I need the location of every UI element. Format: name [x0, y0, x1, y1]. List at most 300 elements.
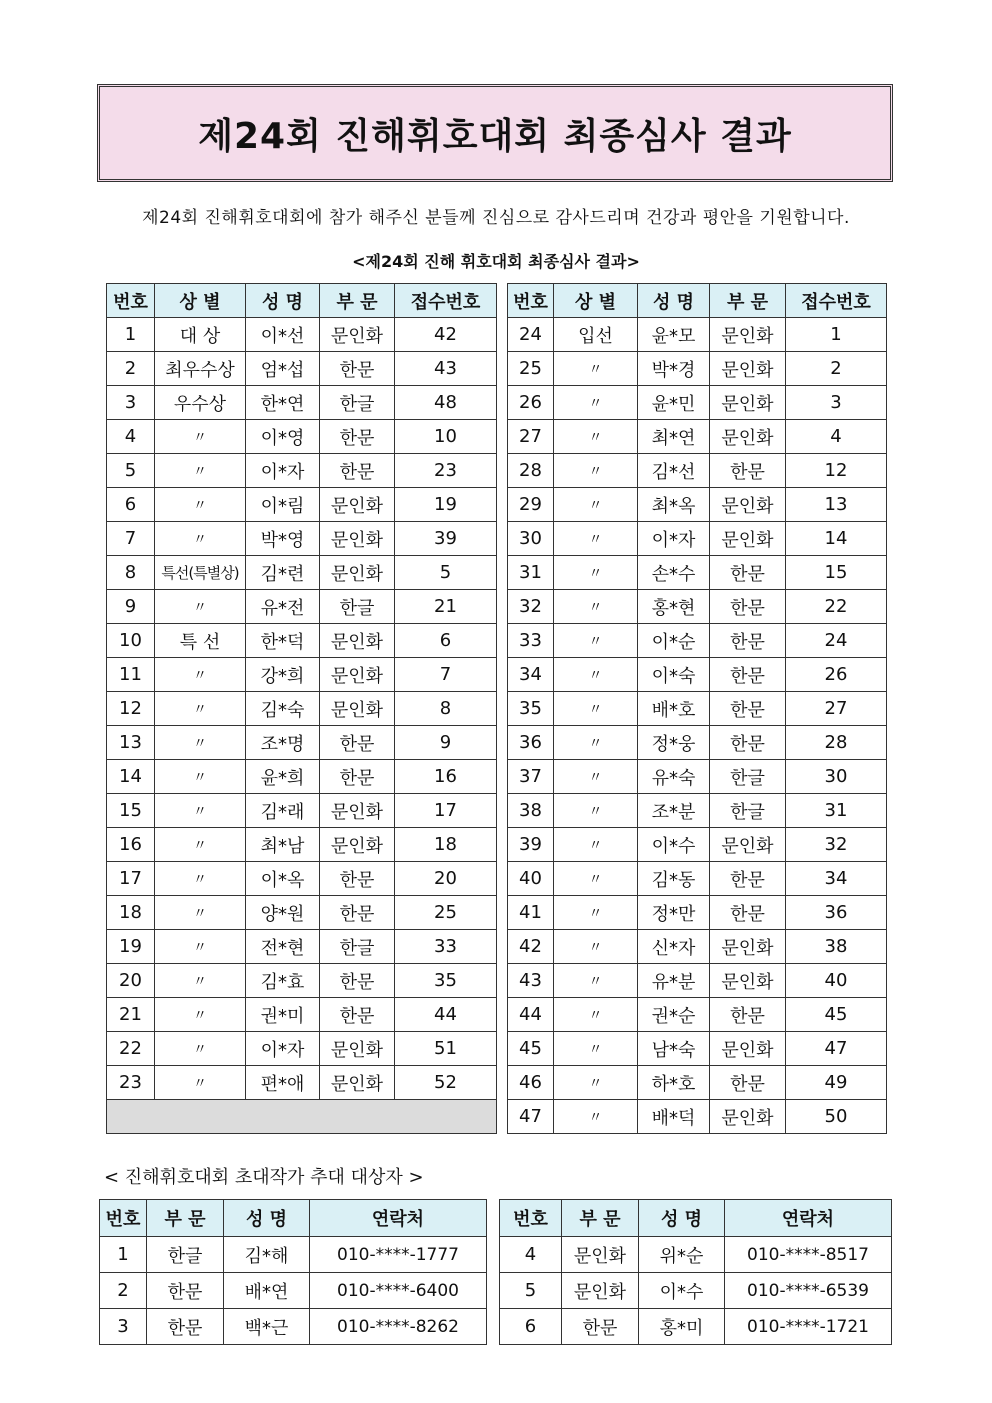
award-cell: 〃	[155, 726, 246, 760]
receipt-number-cell: 23	[395, 454, 497, 488]
table-row	[508, 352, 887, 386]
category-cell: 한글	[320, 386, 395, 420]
name-cell: 남*숙	[638, 1032, 710, 1066]
contact-cell: 010-****-8262	[310, 1309, 487, 1345]
award-cell: 〃	[155, 522, 246, 556]
number-cell: 41	[508, 896, 554, 930]
category-cell: 한문	[710, 1066, 786, 1100]
award-cell: 최우수상	[155, 352, 246, 386]
category-cell: 한문	[320, 998, 395, 1032]
award-cell: 〃	[554, 726, 638, 760]
category-cell: 한문	[562, 1309, 639, 1345]
award-cell: 〃	[554, 760, 638, 794]
category-cell: 문인화	[710, 1032, 786, 1066]
award-cell: 〃	[554, 658, 638, 692]
number-cell: 12	[107, 692, 155, 726]
table-row	[107, 998, 497, 1032]
award-cell: 〃	[155, 692, 246, 726]
number-cell: 4	[500, 1237, 562, 1273]
header-category: 부 문	[320, 284, 395, 318]
title-box	[97, 84, 893, 182]
award-cell: 〃	[554, 352, 638, 386]
number-cell: 21	[107, 998, 155, 1032]
header-name: 성 명	[639, 1200, 725, 1237]
category-cell: 한글	[320, 930, 395, 964]
number-cell: 45	[508, 1032, 554, 1066]
receipt-number-cell: 18	[395, 828, 497, 862]
award-cell: 〃	[554, 964, 638, 998]
receipt-number-cell: 51	[395, 1032, 497, 1066]
category-cell: 한문	[710, 726, 786, 760]
receipt-number-cell: 47	[786, 1032, 887, 1066]
receipt-number-cell: 48	[395, 386, 497, 420]
table-row	[107, 1032, 497, 1066]
award-cell: 〃	[554, 1032, 638, 1066]
number-cell: 46	[508, 1066, 554, 1100]
results-table-right	[507, 283, 887, 1134]
name-cell: 배*연	[224, 1273, 310, 1309]
number-cell: 2	[107, 352, 155, 386]
category-cell: 한글	[147, 1237, 224, 1273]
number-cell: 9	[107, 590, 155, 624]
receipt-number-cell: 45	[786, 998, 887, 1032]
award-cell: 입선	[554, 318, 638, 352]
table-row	[107, 862, 497, 896]
name-cell: 유*분	[638, 964, 710, 998]
receipt-number-cell: 5	[395, 556, 497, 590]
category-cell: 한문	[710, 692, 786, 726]
award-cell: 〃	[155, 828, 246, 862]
receipt-number-cell: 1	[786, 318, 887, 352]
award-cell: 〃	[554, 522, 638, 556]
table-row	[508, 692, 887, 726]
header-number: 번호	[500, 1200, 562, 1237]
number-cell: 3	[100, 1309, 147, 1345]
number-cell: 35	[508, 692, 554, 726]
category-cell: 한문	[147, 1309, 224, 1345]
award-cell: 〃	[554, 420, 638, 454]
contact-cell: 010-****-6539	[725, 1273, 892, 1309]
name-cell: 이*옥	[246, 862, 320, 896]
table-row	[107, 386, 497, 420]
invited-table-left	[99, 1199, 487, 1345]
number-cell: 28	[508, 454, 554, 488]
name-cell: 권*순	[638, 998, 710, 1032]
award-cell: 〃	[155, 862, 246, 896]
number-cell: 20	[107, 964, 155, 998]
category-cell: 문인화	[710, 828, 786, 862]
table-row	[508, 1032, 887, 1066]
contact-cell: 010-****-8517	[725, 1237, 892, 1273]
award-cell: 대 상	[155, 318, 246, 352]
award-cell: 〃	[155, 454, 246, 488]
table-row	[107, 352, 497, 386]
name-cell: 이*선	[246, 318, 320, 352]
table-row	[508, 386, 887, 420]
category-cell: 문인화	[562, 1237, 639, 1273]
name-cell: 홍*현	[638, 590, 710, 624]
number-cell: 5	[107, 454, 155, 488]
table-row	[508, 590, 887, 624]
table-row	[508, 760, 887, 794]
category-cell: 한문	[320, 964, 395, 998]
number-cell: 11	[107, 658, 155, 692]
header-receipt-number: 접수번호	[786, 284, 887, 318]
name-cell: 최*연	[638, 420, 710, 454]
category-cell: 한문	[710, 556, 786, 590]
receipt-number-cell: 31	[786, 794, 887, 828]
table-row	[107, 964, 497, 998]
name-cell: 김*동	[638, 862, 710, 896]
number-cell: 32	[508, 590, 554, 624]
award-cell: 〃	[554, 998, 638, 1032]
number-cell: 26	[508, 386, 554, 420]
award-cell: 〃	[155, 794, 246, 828]
table-row	[508, 522, 887, 556]
receipt-number-cell: 20	[395, 862, 497, 896]
name-cell: 이*자	[638, 522, 710, 556]
award-cell: 〃	[155, 896, 246, 930]
number-cell: 40	[508, 862, 554, 896]
number-cell: 8	[107, 556, 155, 590]
name-cell: 배*덕	[638, 1100, 710, 1134]
name-cell: 윤*희	[246, 760, 320, 794]
receipt-number-cell: 34	[786, 862, 887, 896]
number-cell: 1	[107, 318, 155, 352]
category-cell: 한문	[320, 726, 395, 760]
category-cell: 문인화	[710, 488, 786, 522]
receipt-number-cell: 7	[395, 658, 497, 692]
category-cell: 문인화	[320, 828, 395, 862]
table-row	[508, 964, 887, 998]
receipt-number-cell: 33	[395, 930, 497, 964]
receipt-number-cell: 3	[786, 386, 887, 420]
category-cell: 한글	[710, 760, 786, 794]
header-number: 번호	[508, 284, 554, 318]
results-subtitle: <제24회 진해 휘호대회 최종심사 결과>	[352, 252, 640, 271]
award-cell: 〃	[155, 488, 246, 522]
number-cell: 15	[107, 794, 155, 828]
category-cell: 문인화	[320, 1066, 395, 1100]
category-cell: 한문	[710, 862, 786, 896]
table-row	[107, 420, 497, 454]
category-cell: 문인화	[710, 386, 786, 420]
receipt-number-cell: 39	[395, 522, 497, 556]
category-cell: 한문	[710, 658, 786, 692]
table-row	[107, 658, 497, 692]
name-cell: 최*옥	[638, 488, 710, 522]
contact-cell: 010-****-6400	[310, 1273, 487, 1309]
category-cell: 문인화	[710, 1100, 786, 1134]
intro-text: 제24회 진해휘호대회에 참가 해주신 분들께 진심으로 감사드리며 건강과 평안을 기원합니다.	[142, 208, 850, 228]
table-row	[508, 1100, 887, 1134]
name-cell: 위*순	[639, 1237, 725, 1273]
name-cell: 편*애	[246, 1066, 320, 1100]
category-cell: 문인화	[320, 794, 395, 828]
category-cell: 문인화	[320, 658, 395, 692]
number-cell: 43	[508, 964, 554, 998]
category-cell: 문인화	[710, 964, 786, 998]
name-cell: 정*만	[638, 896, 710, 930]
number-cell: 6	[107, 488, 155, 522]
number-cell: 10	[107, 624, 155, 658]
receipt-number-cell: 30	[786, 760, 887, 794]
name-cell: 박*경	[638, 352, 710, 386]
number-cell: 25	[508, 352, 554, 386]
receipt-number-cell: 19	[395, 488, 497, 522]
name-cell: 윤*민	[638, 386, 710, 420]
category-cell: 한문	[710, 590, 786, 624]
receipt-number-cell: 40	[786, 964, 887, 998]
number-cell: 30	[508, 522, 554, 556]
category-cell: 문인화	[320, 1032, 395, 1066]
receipt-number-cell: 6	[395, 624, 497, 658]
number-cell: 42	[508, 930, 554, 964]
receipt-number-cell: 2	[786, 352, 887, 386]
award-cell: 〃	[155, 590, 246, 624]
results-header-row	[508, 284, 887, 318]
name-cell: 이*자	[246, 454, 320, 488]
category-cell: 한문	[710, 998, 786, 1032]
header-category: 부 문	[710, 284, 786, 318]
category-cell: 문인화	[320, 318, 395, 352]
number-cell: 18	[107, 896, 155, 930]
name-cell: 김*련	[246, 556, 320, 590]
category-cell: 한글	[710, 794, 786, 828]
category-cell: 한문	[710, 454, 786, 488]
category-cell: 문인화	[710, 352, 786, 386]
name-cell: 이*순	[638, 624, 710, 658]
award-cell: 〃	[554, 590, 638, 624]
invited-table-right	[499, 1199, 892, 1345]
table-row	[107, 896, 497, 930]
number-cell: 6	[500, 1309, 562, 1345]
number-cell: 22	[107, 1032, 155, 1066]
table-row	[508, 862, 887, 896]
table-row	[508, 454, 887, 488]
table-row	[508, 896, 887, 930]
receipt-number-cell: 9	[395, 726, 497, 760]
empty-row	[107, 1100, 497, 1134]
header-receipt-number: 접수번호	[395, 284, 497, 318]
category-cell: 한문	[320, 862, 395, 896]
receipt-number-cell: 38	[786, 930, 887, 964]
receipt-number-cell: 13	[786, 488, 887, 522]
results-header-row	[107, 284, 497, 318]
number-cell: 29	[508, 488, 554, 522]
name-cell: 양*원	[246, 896, 320, 930]
name-cell: 박*영	[246, 522, 320, 556]
name-cell: 조*명	[246, 726, 320, 760]
table-row	[100, 1237, 487, 1273]
category-cell: 문인화	[710, 420, 786, 454]
number-cell: 4	[107, 420, 155, 454]
name-cell: 이*수	[639, 1273, 725, 1309]
results-table-left	[106, 283, 497, 1134]
table-row	[107, 590, 497, 624]
receipt-number-cell: 35	[395, 964, 497, 998]
name-cell: 한*연	[246, 386, 320, 420]
header-contact: 연락처	[725, 1200, 892, 1237]
receipt-number-cell: 4	[786, 420, 887, 454]
receipt-number-cell: 42	[395, 318, 497, 352]
name-cell: 김*효	[246, 964, 320, 998]
receipt-number-cell: 32	[786, 828, 887, 862]
receipt-number-cell: 10	[395, 420, 497, 454]
table-row	[100, 1273, 487, 1309]
table-row	[107, 522, 497, 556]
name-cell: 정*웅	[638, 726, 710, 760]
name-cell: 신*자	[638, 930, 710, 964]
number-cell: 36	[508, 726, 554, 760]
category-cell: 문인화	[710, 522, 786, 556]
invited-heading: < 진해휘호대회 초대작가 추대 대상자 >	[104, 1167, 424, 1188]
award-cell: 〃	[554, 556, 638, 590]
table-row	[500, 1237, 892, 1273]
table-row	[107, 930, 497, 964]
receipt-number-cell: 14	[786, 522, 887, 556]
table-row	[107, 828, 497, 862]
award-cell: 〃	[554, 624, 638, 658]
number-cell: 24	[508, 318, 554, 352]
receipt-number-cell: 15	[786, 556, 887, 590]
number-cell: 16	[107, 828, 155, 862]
table-row	[508, 930, 887, 964]
award-cell: 〃	[554, 828, 638, 862]
header-contact: 연락처	[310, 1200, 487, 1237]
name-cell: 이*수	[638, 828, 710, 862]
award-cell: 〃	[554, 930, 638, 964]
name-cell: 전*현	[246, 930, 320, 964]
category-cell: 한문	[710, 624, 786, 658]
award-cell: 〃	[554, 1100, 638, 1134]
name-cell: 백*근	[224, 1309, 310, 1345]
receipt-number-cell: 44	[395, 998, 497, 1032]
number-cell: 33	[508, 624, 554, 658]
table-row	[508, 624, 887, 658]
name-cell: 권*미	[246, 998, 320, 1032]
award-cell: 〃	[155, 420, 246, 454]
receipt-number-cell: 25	[395, 896, 497, 930]
number-cell: 38	[508, 794, 554, 828]
number-cell: 2	[100, 1273, 147, 1309]
table-row	[107, 692, 497, 726]
table-row	[508, 658, 887, 692]
receipt-number-cell: 12	[786, 454, 887, 488]
name-cell: 홍*미	[639, 1309, 725, 1345]
name-cell: 손*수	[638, 556, 710, 590]
table-row	[508, 420, 887, 454]
name-cell: 배*호	[638, 692, 710, 726]
award-cell: 특 선	[155, 624, 246, 658]
receipt-number-cell: 17	[395, 794, 497, 828]
number-cell: 39	[508, 828, 554, 862]
award-cell: 〃	[155, 658, 246, 692]
table-row	[107, 794, 497, 828]
number-cell: 34	[508, 658, 554, 692]
name-cell: 윤*모	[638, 318, 710, 352]
header-award: 상 별	[554, 284, 638, 318]
award-cell: 〃	[155, 998, 246, 1032]
category-cell: 문인화	[320, 692, 395, 726]
table-row	[508, 726, 887, 760]
category-cell: 문인화	[710, 930, 786, 964]
category-cell: 한문	[147, 1273, 224, 1309]
table-row	[508, 794, 887, 828]
number-cell: 7	[107, 522, 155, 556]
number-cell: 19	[107, 930, 155, 964]
table-row	[107, 726, 497, 760]
category-cell: 문인화	[320, 624, 395, 658]
receipt-number-cell: 27	[786, 692, 887, 726]
category-cell: 문인화	[320, 522, 395, 556]
name-cell: 조*분	[638, 794, 710, 828]
table-row	[107, 1066, 497, 1100]
name-cell: 유*전	[246, 590, 320, 624]
name-cell: 유*숙	[638, 760, 710, 794]
number-cell: 44	[508, 998, 554, 1032]
award-cell: 〃	[554, 1066, 638, 1100]
header-category: 부 문	[562, 1200, 639, 1237]
name-cell: 한*덕	[246, 624, 320, 658]
name-cell: 엄*섭	[246, 352, 320, 386]
category-cell: 문인화	[562, 1273, 639, 1309]
award-cell: 〃	[554, 488, 638, 522]
table-row	[508, 318, 887, 352]
header-name: 성 명	[638, 284, 710, 318]
number-cell: 14	[107, 760, 155, 794]
page-title: 제24회 진해휘호대회 최종심사 결과	[198, 115, 792, 157]
category-cell: 한문	[320, 896, 395, 930]
name-cell: 이*림	[246, 488, 320, 522]
table-row	[107, 556, 497, 590]
number-cell: 13	[107, 726, 155, 760]
number-cell: 5	[500, 1273, 562, 1309]
category-cell: 한문	[320, 352, 395, 386]
receipt-number-cell: 8	[395, 692, 497, 726]
table-row	[107, 624, 497, 658]
category-cell: 문인화	[710, 318, 786, 352]
table-row	[107, 760, 497, 794]
award-cell: 〃	[554, 862, 638, 896]
receipt-number-cell: 22	[786, 590, 887, 624]
name-cell: 최*남	[246, 828, 320, 862]
number-cell: 47	[508, 1100, 554, 1134]
header-name: 성 명	[246, 284, 320, 318]
award-cell: 〃	[554, 692, 638, 726]
number-cell: 31	[508, 556, 554, 590]
award-cell: 특선(특별상)	[155, 556, 246, 590]
award-cell: 〃	[155, 964, 246, 998]
category-cell: 한문	[320, 454, 395, 488]
category-cell: 한문	[710, 896, 786, 930]
award-cell: 우수상	[155, 386, 246, 420]
category-cell: 한글	[320, 590, 395, 624]
number-cell: 1	[100, 1237, 147, 1273]
number-cell: 17	[107, 862, 155, 896]
name-cell: 김*숙	[246, 692, 320, 726]
table-row	[508, 556, 887, 590]
header-category: 부 문	[147, 1200, 224, 1237]
table-row	[107, 454, 497, 488]
table-row	[107, 318, 497, 352]
contact-cell: 010-****-1777	[310, 1237, 487, 1273]
header-number: 번호	[107, 284, 155, 318]
name-cell: 이*숙	[638, 658, 710, 692]
category-cell: 한문	[320, 760, 395, 794]
header-number: 번호	[100, 1200, 147, 1237]
category-cell: 문인화	[320, 488, 395, 522]
